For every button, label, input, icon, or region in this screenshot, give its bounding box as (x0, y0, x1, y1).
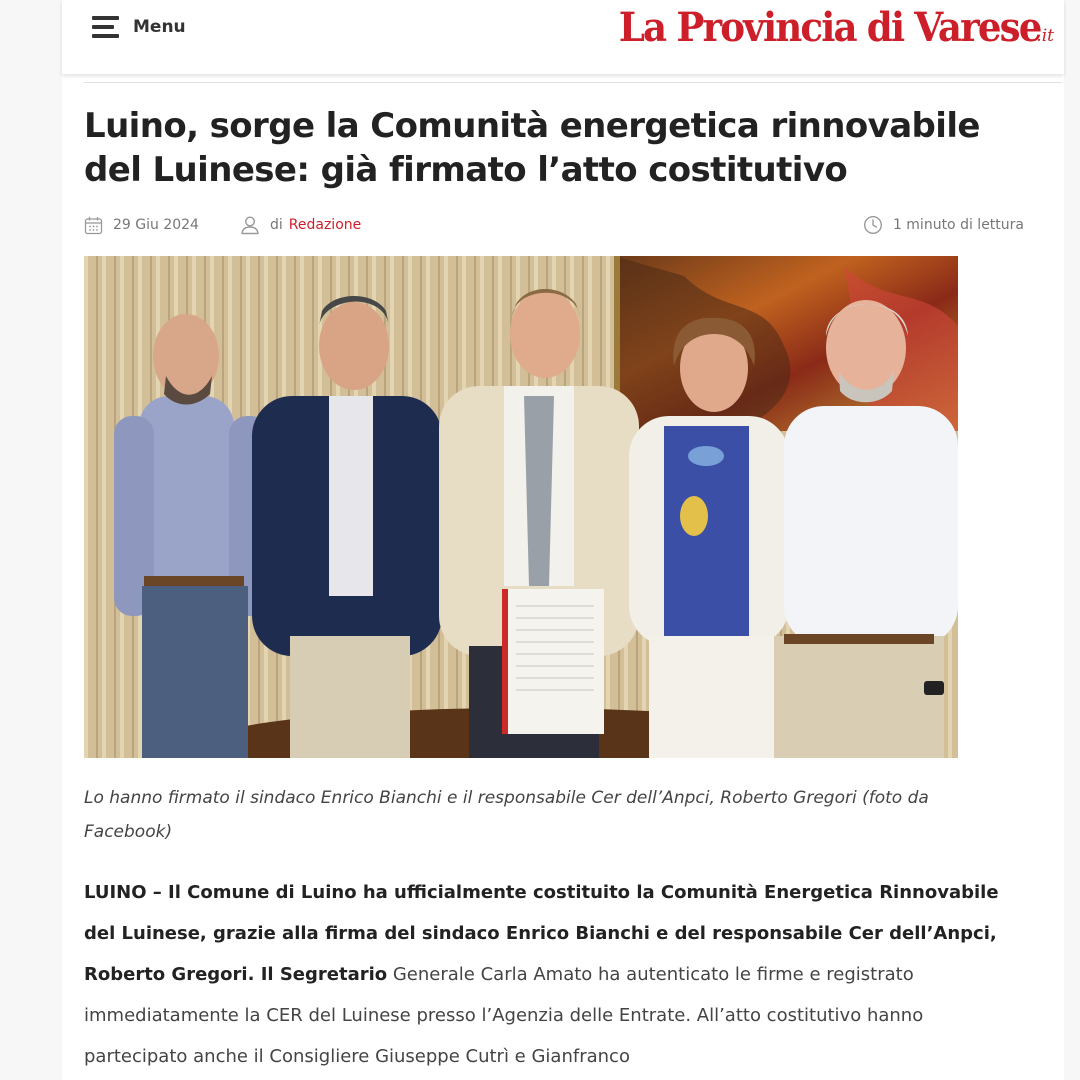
article-body-rest: Generale Carla Amato ha autenticato le firme e registrato immediatamente la CER del Luinese presso l’Agenzia delle Entrate. All’atto costitutivo hanno partecipato anche il Consigliere Giuseppe Cutrì e Gianfranco (84, 964, 924, 1067)
article-body (84, 872, 1024, 1077)
reading-time (863, 213, 1024, 237)
page-right-margin (1064, 0, 1080, 1080)
menu-button[interactable] (92, 12, 186, 42)
article-lead: LUINO – Il Comune di Luino ha ufficialmente costituito la Comunità Energetica Rinnovabile del Luinese, grazie alla firma del sindaco Enrico Bianchi e del responsabile Cer dell’Anpci, Roberto Gregori. Il Segretario (84, 882, 999, 985)
calendar-icon (84, 216, 103, 235)
clock-icon (863, 215, 883, 235)
date-text: 29 Giu 2024 (113, 217, 199, 233)
header-divider (84, 82, 1062, 83)
user-icon (240, 215, 260, 235)
page-left-margin (0, 0, 62, 1080)
photo-caption: Lo hanno firmato il sindaco Enrico Bianchi e il responsabile Cer dell’Anpci, Roberto Gregori (foto da Facebook) (84, 788, 929, 842)
author-link[interactable]: Redazione (288, 217, 362, 233)
article-title: Luino, sorge la Comunità energetica rinnovabile del Luinese: già firmato l’atto costitutivo (84, 106, 980, 190)
site-logo[interactable] (587, 4, 1054, 51)
article-author (240, 213, 361, 237)
reading-time-text: 1 minuto di lettura (892, 217, 1024, 233)
site-header (62, 0, 1064, 74)
hamburger-icon (92, 16, 119, 38)
article-photo (84, 256, 958, 758)
author-prefix: di (270, 217, 283, 233)
article-date (84, 213, 199, 237)
menu-label: Menu (133, 17, 186, 37)
logo-suffix: .it (1036, 26, 1054, 46)
logo-text: La Provincia di Varese (618, 4, 1041, 51)
